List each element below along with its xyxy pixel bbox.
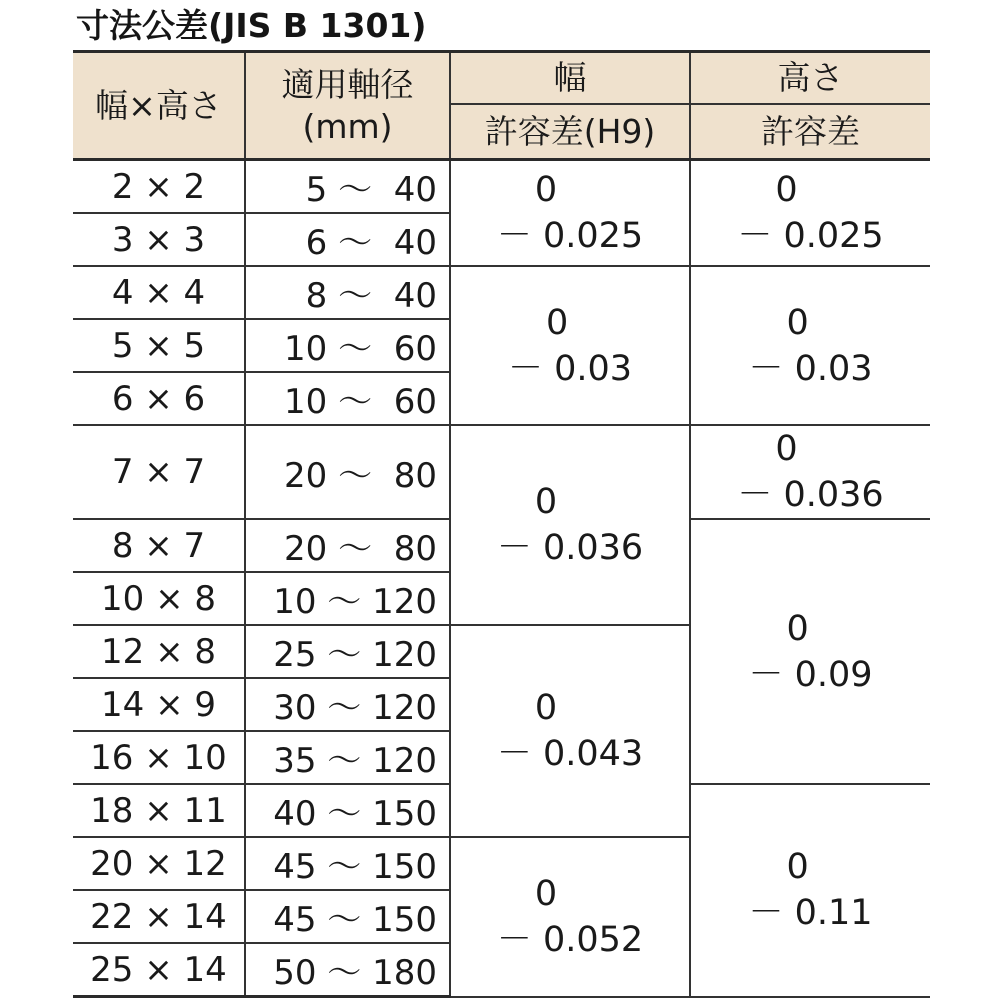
- header-height-tolerance: 許容差: [690, 104, 930, 160]
- table-row: [73, 425, 930, 519]
- header-shaft: [245, 52, 450, 160]
- shaft-cell: 6 ～ 40: [245, 213, 450, 266]
- header-height: 高さ: [690, 52, 930, 105]
- size-cell: 18 × 11: [73, 784, 245, 837]
- height-tolerance-cell: 0 － 0.03: [690, 266, 930, 425]
- size-cell: 5 × 5: [73, 319, 245, 372]
- shaft-cell: 40 ～ 150: [245, 784, 450, 837]
- header-width-tolerance: 許容差(H9): [450, 104, 690, 160]
- width-tolerance-cell: 0 － 0.052: [450, 837, 690, 997]
- height-tolerance-cell: 0 － 0.09: [690, 519, 930, 784]
- tolerance-table: [73, 50, 930, 998]
- header-row: [73, 52, 930, 105]
- size-cell: 14 × 9: [73, 678, 245, 731]
- size-cell: 8 × 7: [73, 519, 245, 572]
- size-cell: 25 × 14: [73, 943, 245, 997]
- width-tolerance-cell: 0 － 0.03: [450, 266, 690, 425]
- size-cell: 3 × 3: [73, 213, 245, 266]
- size-cell: 12 × 8: [73, 625, 245, 678]
- height-tolerance-cell: 0 － 0.11: [690, 784, 930, 997]
- size-cell: 10 × 8: [73, 572, 245, 625]
- shaft-cell: 20 ～ 80: [245, 519, 450, 572]
- shaft-cell: 30 ～ 120: [245, 678, 450, 731]
- size-cell: 7 × 7: [73, 425, 245, 519]
- table-row: [73, 266, 930, 319]
- shaft-cell: 45 ～ 150: [245, 837, 450, 890]
- size-cell: 2 × 2: [73, 160, 245, 214]
- size-cell: 6 × 6: [73, 372, 245, 425]
- shaft-cell: 50 ～ 180: [245, 943, 450, 997]
- shaft-cell: 20 ～ 80: [245, 425, 450, 519]
- shaft-cell: 45 ～ 150: [245, 890, 450, 943]
- header-shaft-line2: (mm): [302, 106, 393, 146]
- size-cell: 16 × 10: [73, 731, 245, 784]
- header-shaft-line1: 適用軸径: [281, 64, 414, 104]
- shaft-cell: 5 ～ 40: [245, 160, 450, 214]
- table-row: [73, 160, 930, 214]
- shaft-cell: 10 ～ 120: [245, 572, 450, 625]
- table-title: 寸法公差(JIS B 1301): [76, 6, 427, 45]
- size-cell: 22 × 14: [73, 890, 245, 943]
- size-cell: 20 × 12: [73, 837, 245, 890]
- width-tolerance-cell: 0 － 0.025: [450, 160, 690, 267]
- header-size: 幅×高さ: [73, 52, 245, 160]
- shaft-cell: 35 ～ 120: [245, 731, 450, 784]
- header-width: 幅: [450, 52, 690, 105]
- height-tolerance-cell: 0 － 0.036: [690, 425, 930, 519]
- size-cell: 4 × 4: [73, 266, 245, 319]
- shaft-cell: 8 ～ 40: [245, 266, 450, 319]
- width-tolerance-cell: 0 － 0.036: [450, 425, 690, 625]
- height-tolerance-cell: 0 － 0.025: [690, 160, 930, 267]
- shaft-cell: 10 ～ 60: [245, 372, 450, 425]
- shaft-cell: 25 ～ 120: [245, 625, 450, 678]
- width-tolerance-cell: 0 － 0.043: [450, 625, 690, 837]
- shaft-cell: 10 ～ 60: [245, 319, 450, 372]
